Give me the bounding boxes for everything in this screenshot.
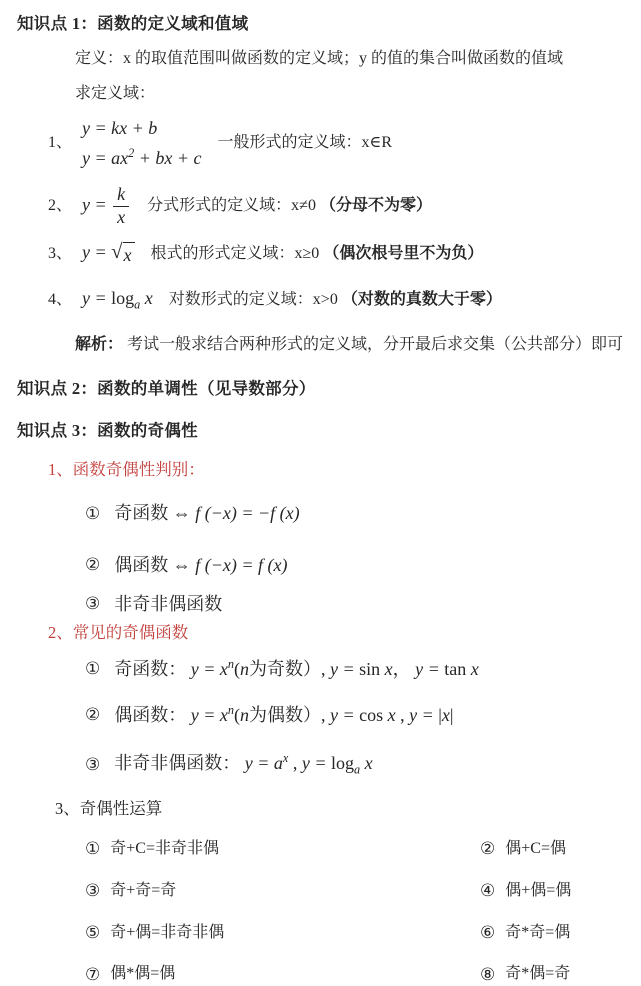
formula-quadratic: $y = ax^2$ + bx + c <box>82 146 202 169</box>
domain-desc-fraction: 分式形式的定义域：x≠0 （分母不为零） <box>147 197 432 215</box>
domain-item-4 <box>48 286 641 314</box>
common-item-neither <box>85 750 641 779</box>
domain-desc-logarithm: 对数形式的定义域：x>0 （对数的真数大于零） <box>168 290 502 308</box>
circled-number: ③ <box>85 594 101 614</box>
domain-item-1 <box>48 116 641 171</box>
ops-rule-text: 奇*偶=奇 <box>505 965 571 983</box>
kp1-find-domain-label: 求定义域： <box>75 85 156 103</box>
item-number: 4、 <box>48 290 73 308</box>
common-parity-heading: 2、常见的奇偶函数 <box>48 622 189 642</box>
kp1-title: 知识点 1：函数的定义域和值域 <box>17 14 249 33</box>
circled-number: ⑧ <box>480 964 496 984</box>
circled-number: ② <box>480 839 496 859</box>
analysis-text: 考试一般求结合两种形式的定义域，分开最后求交集（公共部分）即可 <box>127 335 624 353</box>
item-number: 2、 <box>48 197 73 215</box>
formula-radical: y = √ x <box>82 240 135 268</box>
ops-rule-text: 偶+偶=偶 <box>505 881 572 899</box>
domain-item-3 <box>48 240 641 268</box>
ops-rule-text: 奇+奇=奇 <box>110 881 177 899</box>
circled-number: ⑤ <box>85 922 101 942</box>
circled-number: ① <box>85 504 101 524</box>
formula-stack <box>82 116 202 171</box>
common-neither-functions: 非奇非偶函数： $y = a^x$ , $y = \log_a x$ <box>114 751 373 778</box>
formula-logarithm: $y = \log_a x$ <box>82 288 153 312</box>
common-item-odd <box>85 656 641 682</box>
item-number: 1、 <box>48 134 73 152</box>
even-function-rule: 偶函数 ⇔ f (−x) = f (x) <box>114 554 288 575</box>
item-number: 3、 <box>48 244 73 262</box>
ops-rule-3 <box>85 879 480 903</box>
kp1-definition: 定义：x 的取值范围叫做函数的定义域；y 的值的集合叫做函数的值域 <box>75 50 564 68</box>
domain-desc-radical: 根式的形式定义域：x≥0 （偶次根号里不为负） <box>150 244 484 262</box>
common-even-functions: 偶函数： $y = x^n(n$为偶数）, y = cos x , y = |x| <box>114 703 454 726</box>
ops-rule-1 <box>85 837 480 861</box>
ops-rule-text: 偶*偶=偶 <box>110 965 176 983</box>
ops-rule-text: 偶+C=偶 <box>505 839 566 857</box>
ops-rule-5 <box>85 921 480 945</box>
formula-linear: y = kx + b <box>82 117 158 138</box>
ops-rule-2 <box>480 837 641 861</box>
circled-number: ④ <box>480 881 496 901</box>
formula-fraction: y = $\frac{k}{x}$ <box>82 185 131 228</box>
ops-rule-8 <box>480 963 641 986</box>
common-odd-functions: 奇函数： $y = x^n(n$为奇数）, y = sin x， y = tan x <box>114 657 479 680</box>
circled-number: ① <box>85 659 101 679</box>
circled-number: ① <box>85 839 101 859</box>
common-item-even <box>85 702 641 728</box>
circled-number: ③ <box>85 881 101 901</box>
kp2-title: 知识点 2：函数的单调性（见导数部分） <box>17 379 316 399</box>
ops-rule-text: 奇+C=非奇非偶 <box>110 839 219 857</box>
parity-test-item-neither <box>85 592 641 617</box>
ops-rule-6 <box>480 921 641 945</box>
circled-number: ③ <box>85 754 101 774</box>
parity-test-item-odd <box>85 501 641 526</box>
parity-ops-grid <box>85 837 641 986</box>
odd-function-rule: 奇函数 ⇔ f (−x) = −f (x) <box>114 503 300 524</box>
parity-test-heading: 1、函数奇偶性判别： <box>48 460 205 480</box>
circled-number: ⑥ <box>480 922 496 942</box>
circled-number: ⑦ <box>85 964 101 984</box>
parity-ops-heading: 3、奇偶性运算 <box>55 799 163 819</box>
circled-number: ② <box>85 555 101 575</box>
kp3-title: 知识点 3：函数的奇偶性 <box>17 421 198 441</box>
domain-desc-general: 一般形式的定义域：x∈R <box>217 134 393 152</box>
circled-number: ② <box>85 705 101 725</box>
analysis-label: 解析： <box>75 335 124 353</box>
ops-rule-4 <box>480 879 641 903</box>
ops-rule-text: 奇+偶=非奇非偶 <box>110 923 225 941</box>
parity-test-item-even <box>85 553 641 578</box>
analysis-line <box>75 334 641 356</box>
ops-rule-text: 奇*奇=偶 <box>505 923 571 941</box>
domain-item-2 <box>48 185 641 228</box>
ops-rule-7 <box>85 963 480 986</box>
neither-function-label: 非奇非偶函数 <box>114 593 223 614</box>
